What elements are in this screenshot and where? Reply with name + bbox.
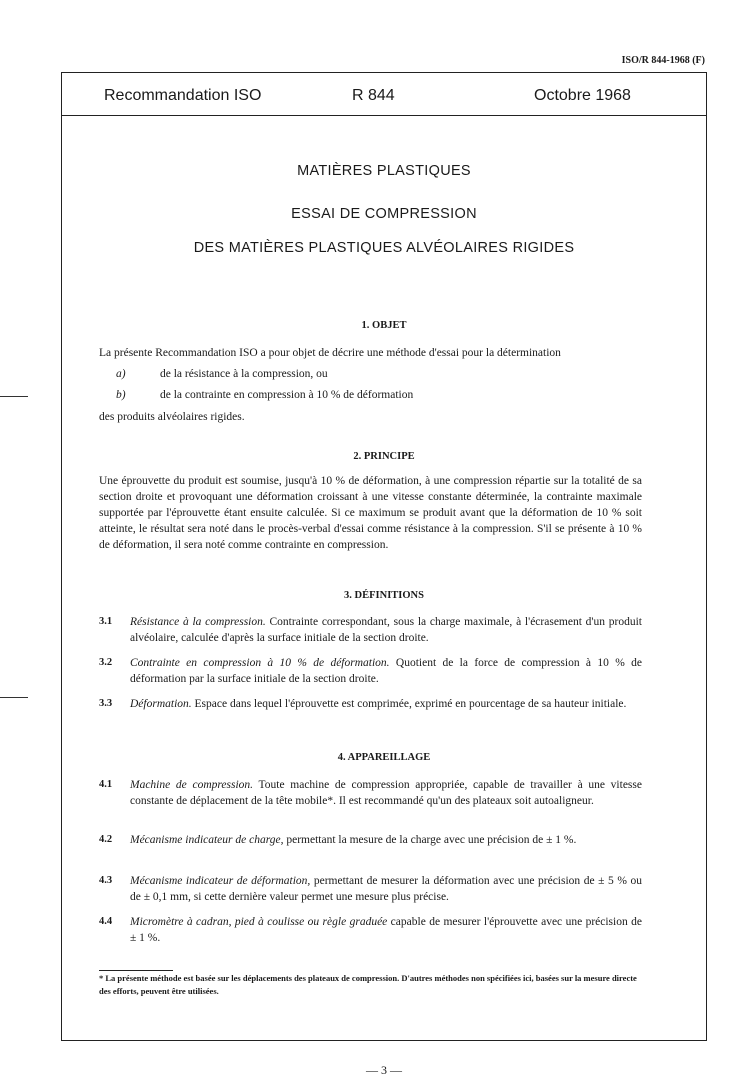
apparatus-item xyxy=(130,914,642,946)
footnote-rule xyxy=(99,970,173,971)
definition-term: Déformation. xyxy=(130,698,192,710)
definition-item xyxy=(130,696,642,712)
section-heading-definitions: 3. DÉFINITIONS xyxy=(344,590,424,601)
document-reference: ISO/R 844-1968 (F) xyxy=(621,55,705,66)
principe-text: Une éprouvette du produit est soumise, jusqu'à 10 % de déformation, à une compression répartie sur la totalité de sa section droite et provoquant une déformation croissant à une vitesse constante déterminée, la contrainte maximale supportée par l'éprouvette étant ensuite calculée. Si ce maximum se produit avant que la déformation de 10 % soit atteinte, le résultat sera noté dans le procès-verbal d'essai comme résistance à la compression. S'il se présente à 10 % de déformation, il sera noté comme contrainte en compression. xyxy=(99,475,642,551)
title-line-3: DES MATIÈRES PLASTIQUES ALVÉOLAIRES RIGIDES xyxy=(193,240,575,256)
definition-item xyxy=(130,655,642,687)
header-date: Octobre 1968 xyxy=(534,87,631,104)
apparatus-number: 4.4 xyxy=(99,916,113,927)
apparatus-term: Micromètre à cadran, pied à coulisse ou règle graduée xyxy=(130,916,388,928)
section-heading-principe: 2. PRINCIPE xyxy=(353,451,415,462)
title-line-1: MATIÈRES PLASTIQUES xyxy=(297,163,471,179)
apparatus-term: Machine de compression. xyxy=(130,779,254,791)
apparatus-term: Mécanisme indicateur de déformation, xyxy=(130,875,311,887)
definition-term: Contrainte en compression à 10 % de déformation. xyxy=(130,657,390,669)
apparatus-term: Mécanisme indicateur de charge, xyxy=(130,834,284,846)
objet-item-text: de la résistance à la compression, ou xyxy=(160,368,328,380)
definition-text: Espace dans lequel l'éprouvette est comprimée, exprimé en pourcentage de sa hauteur initiale. xyxy=(191,698,627,710)
footnote: * La présente méthode est basée sur les déplacements des plateaux de compression. D'autres méthodes non spécifiées ici, basées sur la mesure directe des efforts, peuvent être utilisées. xyxy=(99,973,637,996)
definition-text: Quotient de la force de compression à 10 % de déformation par la surface initiale de la section droite. xyxy=(130,657,642,685)
apparatus-item xyxy=(130,873,642,905)
definition-text: Contrainte correspondant, sous la charge maximale, à l'écrasement d'un produit alvéolaire, calculée d'après la surface initiale de la section droite. xyxy=(130,616,642,644)
section-heading-objet: 1. OBJET xyxy=(361,320,407,331)
definition-number: 3.1 xyxy=(99,616,113,627)
page-number: — 3 — xyxy=(366,1063,402,1077)
definition-item xyxy=(130,614,642,646)
apparatus-number: 4.1 xyxy=(99,779,113,790)
header-recommendation: Recommandation ISO xyxy=(104,87,262,104)
margin-mark xyxy=(0,396,28,397)
objet-outro: des produits alvéolaires rigides. xyxy=(99,411,245,423)
margin-mark xyxy=(0,697,28,698)
apparatus-item xyxy=(130,832,642,848)
objet-intro: La présente Recommandation ISO a pour objet de décrire une méthode d'essai pour la détermination xyxy=(99,347,561,359)
title-line-2: ESSAI DE COMPRESSION xyxy=(291,206,477,222)
apparatus-item xyxy=(130,777,642,809)
definition-term: Résistance à la compression. xyxy=(130,616,266,628)
apparatus-text: permettant de mesurer la déformation avec une précision de ± 5 % ou de ± 0,1 mm, si cette dernière valeur permet une mesure plus précise. xyxy=(130,875,642,903)
definition-number: 3.3 xyxy=(99,698,113,709)
section-heading-appareillage: 4. APPAREILLAGE xyxy=(337,752,431,763)
objet-item-label: a) xyxy=(116,368,126,380)
definition-number: 3.2 xyxy=(99,657,113,668)
objet-item-label: b) xyxy=(116,389,126,401)
apparatus-number: 4.2 xyxy=(99,834,113,845)
apparatus-text: permettant la mesure de la charge avec une précision de ± 1 %. xyxy=(283,834,577,846)
header-divider xyxy=(61,115,707,116)
apparatus-text: capable de mesurer l'éprouvette avec une précision de ± 1 %. xyxy=(130,916,642,944)
header-number: R 844 xyxy=(352,87,395,104)
objet-item-text: de la contrainte en compression à 10 % de déformation xyxy=(160,389,414,401)
apparatus-text: Toute machine de compression appropriée, capable de travailler à une vitesse constante de déplacement de la tête mobile*. Il est recommandé qu'un des plateaux soit autoaligneur. xyxy=(130,779,642,807)
apparatus-number: 4.3 xyxy=(99,875,113,886)
